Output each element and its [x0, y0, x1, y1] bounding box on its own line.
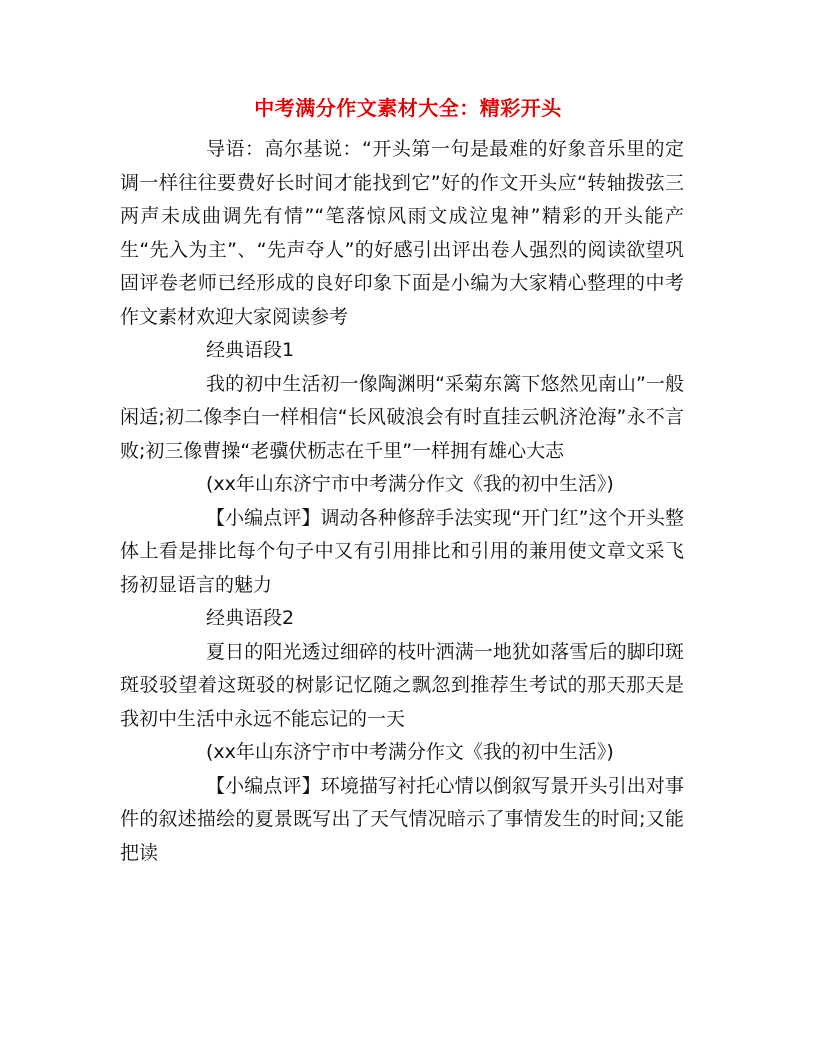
document-title: 中考满分作文素材大全：精彩开头	[254, 96, 562, 120]
editor-comment-2: 【小编点评】环境描写衬托心情以倒叙写景开头引出对事件的叙述描绘的夏景既写出了天气情况暗示了事情发生的时间;又能把读	[120, 774, 684, 864]
editor-comment-1: 【小编点评】调动各种修辞手法实现“开门红”这个开头整体上看是排比每个句子中又有引用排比和引用的兼用使文章文采飞扬初显语言的魅力	[120, 506, 684, 596]
section-heading-2: 经典语段2	[206, 607, 295, 629]
section-heading-1: 经典语段1	[206, 339, 295, 361]
excerpt-paragraph-2: 夏日的阳光透过细碎的枝叶洒满一地犹如落雪后的脚印斑斑驳驳望着这斑驳的树影记忆随之飘忽到推荐生考试的那天那天是我初中生活中永远不能忘记的一天	[120, 640, 684, 730]
source-citation-2: (xx年山东济宁市中考满分作文《我的初中生活》)	[206, 741, 614, 763]
document-body	[120, 133, 684, 870]
source-citation-1: (xx年山东济宁市中考满分作文《我的初中生活》)	[206, 473, 614, 495]
intro-paragraph: 导语：高尔基说：“开头第一句是最难的好象音乐里的定调一样往往要费好长时间才能找到它”好的作文开头应“转轴拨弦三两声未成曲调先有情”“笔落惊风雨文成泣鬼神”精彩的开头能产生“先入为主”、“先声夺人”的好感引出评出卷人强烈的阅读欲望巩固评卷老师已经形成的良好印象下面是小编为大家精心整理的中考作文素材欢迎大家阅读参考	[120, 138, 684, 328]
excerpt-paragraph-1: 我的初中生活初一像陶渊明“采菊东篱下悠然见南山”一般闲适;初二像李白一样相信“长风破浪会有时直挂云帆济沧海”永不言败;初三像曹操“老骥伏枥志在千里”一样拥有雄心大志	[120, 372, 684, 462]
